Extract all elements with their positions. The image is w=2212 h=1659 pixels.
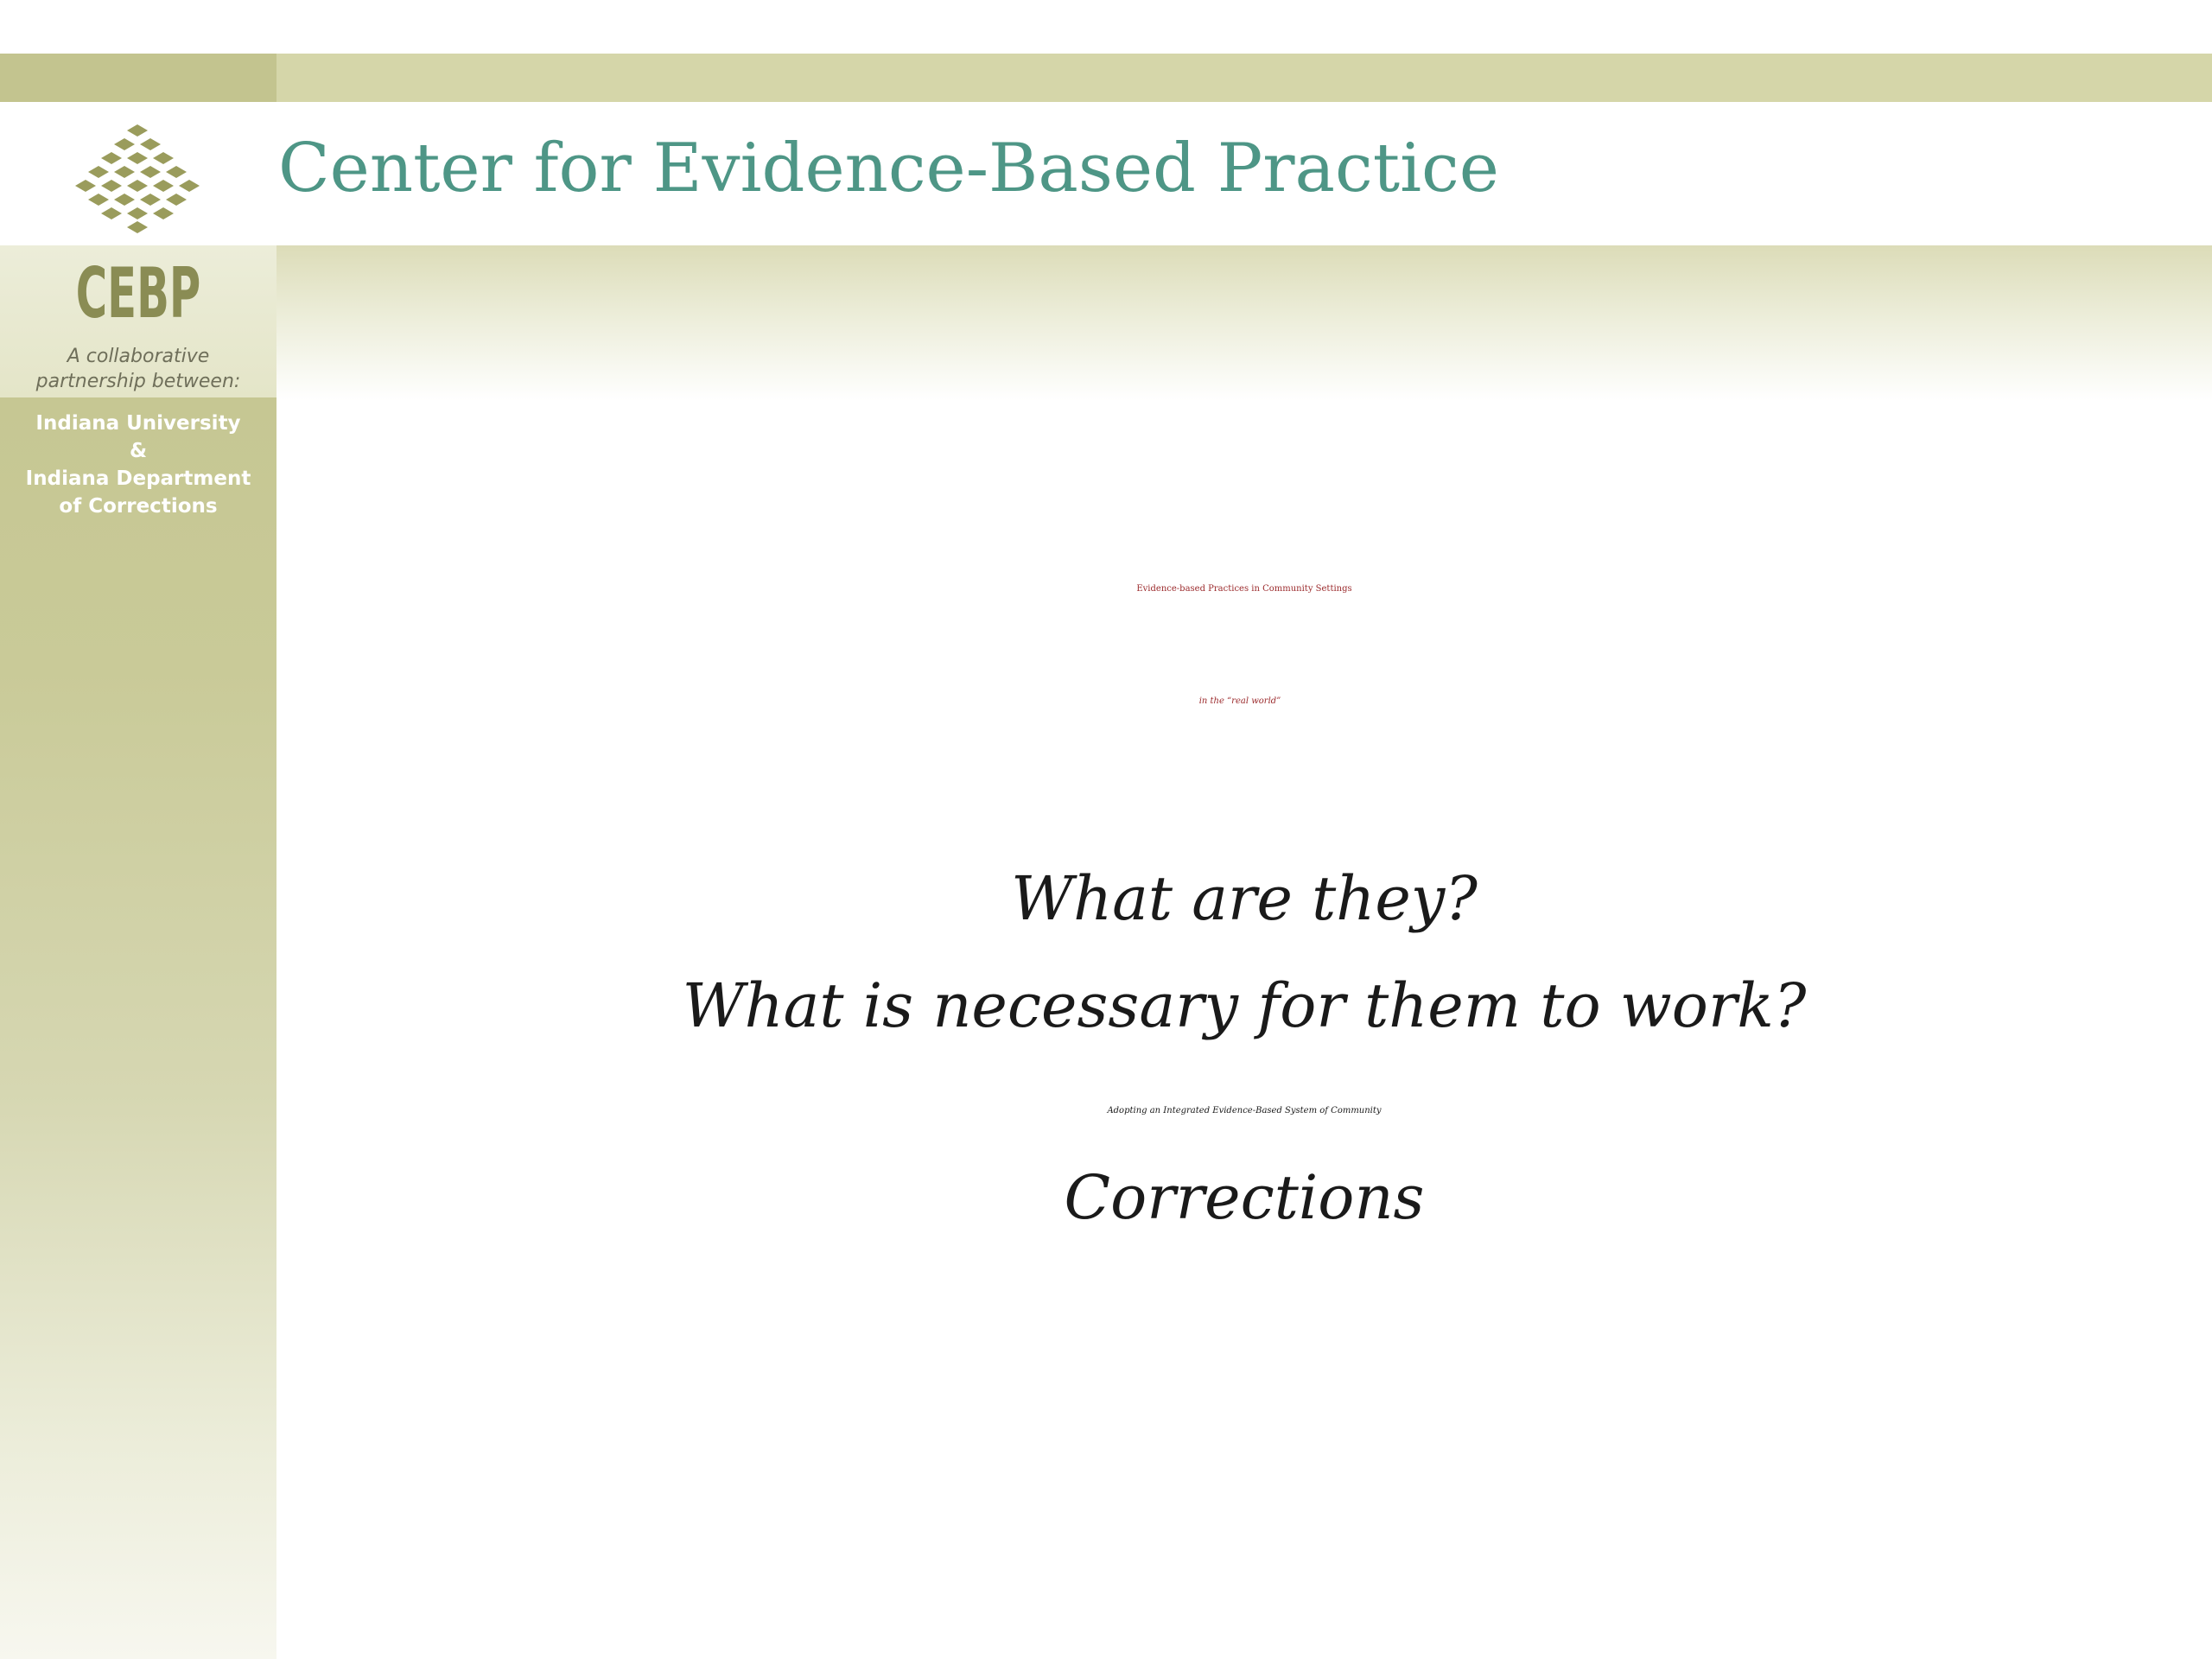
point-what-is-necessary: What is necessary for them to work? [682,970,1807,1041]
slide-subtitle: in the “real world” [1198,696,1281,706]
stacked-diamond-logo-icon [73,121,202,235]
tagline-line-1: A collaborative [67,346,210,367]
tagline-line-2: partnership between: [35,371,241,392]
cebp-tagline [0,344,276,394]
point-adopting-system: Adopting an Integrated Evidence-Based System of Community [1107,1106,1382,1116]
partner-indiana-university: Indiana University [35,412,241,435]
partner-ampersand: & [129,440,148,462]
top-band [0,54,2212,102]
header-fade [276,245,2212,401]
partner-idoc-line-2: of Corrections [59,495,218,518]
point-what-are-they: What are they? [1011,863,1478,934]
cebp-acronym: CEBP [75,253,201,334]
point-adopting-system-cont: Corrections [1064,1162,1425,1233]
partner-idoc-line-1: Indiana Department [25,467,251,490]
slide-title: Evidence-based Practices in Community Settings [1136,584,1352,594]
partners-list [0,410,276,520]
header-title: Center for Evidence-Based Practice [278,130,1499,207]
top-band-left [0,54,276,102]
